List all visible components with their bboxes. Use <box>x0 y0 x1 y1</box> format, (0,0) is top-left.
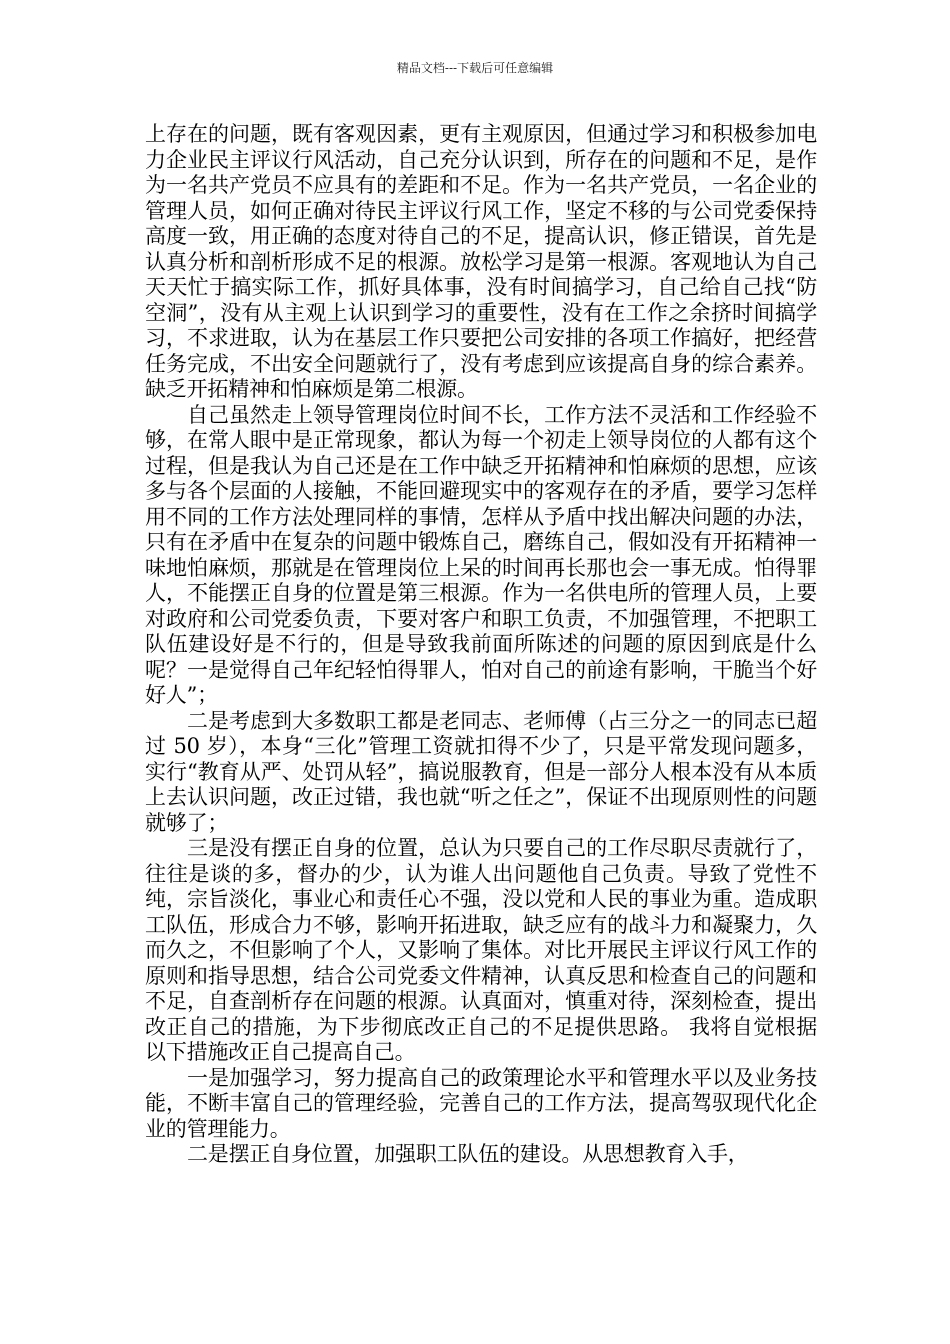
document-body <box>145 122 817 1168</box>
paragraph: 自己虽然走上领导管理岗位时间不长，工作方法不灵活和工作经验不够，在常人眼中是正常现象，都认为每一个初走上领导岗位的人都有这个过程，但是我认为自己还是在工作中缺乏开拓精神和怕麻烦的思想，应该多与各个层面的人接触，不能回避现实中的客观存在的矛盾，要学习怎样用不同的工作方法处理同样的事情，怎样从予盾中找出解决问题的办法，只有在矛盾中在复杂的问题中锻炼自己，磨练自己，假如没有开拓精神一味地怕麻烦，那就是在管理岗位上呆的时间再长那也会一事无成。怕得罪人，不能摆正自身的位置是第三根源。作为一名供电所的管理人员，上要对政府和公司党委负责，下要对客户和职工负责，不加强管理，不把职工队伍建设好是不行的，但是导致我前面所陈述的问题的原因到底是什么呢？一是觉得自己年纪轻怕得罪人，怕对自己的前途有影响，干脆当个好好人”； <box>145 402 817 707</box>
paragraph: 三是没有摆正自身的位置，总认为只要自己的工作尽职尽责就行了，往往是谈的多，督办的少，认为谁人出问题他自己负责。导致了党性不纯，宗旨淡化，事业心和责任心不强，没以党和人民的事业为重。造成职工队伍，形成合力不够，影响开拓进取，缺乏应有的战斗力和凝聚力，久而久之，不但影响了个人，又影响了集体。对比开展民主评议行风工作的原则和指导思想，结合公司党委文件精神，认真反思和检查自己的问题和不足，自查剖析存在问题的根源。认真面对，慎重对待，深刻检查，提出改正自己的措施，为下步彻底改正自己的不足提供思路。 我将自觉根据以下措施改正自己提高自己。 <box>145 836 817 1064</box>
paragraph: 二是摆正自身位置，加强职工队伍的建设。从思想教育入手， <box>187 1142 749 1166</box>
page-header: 精品文档---下载后可任意编辑 <box>396 61 554 75</box>
paragraph: 一是加强学习，努力提高自己的政策理论水平和管理水平以及业务技能，不断丰富自己的管理经验，完善自己的工作方法，提高驾驭现代化企业的管理能力。 <box>145 1065 817 1141</box>
paragraph: 二是考虑到大多数职工都是老同志、老师傅（占三分之一的同志已超过 50 岁），本身“三化”管理工资就扣得不少了，只是平常发现问题多，实行“教育从严、处罚从轻”，搞说服教育，但是一部分人根本没有从本质上去认识问题，改正过错，我也就“听之任之”，保证不出现原则性的问题就够了； <box>145 708 817 835</box>
paragraph: 上存在的问题，既有客观因素，更有主观原因，但通过学习和积极参加电力企业民主评议行风活动，自己充分认识到，所存在的问题和不足，是作为一名共产党员不应具有的差距和不足。作为一名共产党员，一名企业的管理人员，如何正确对待民主评议行风工作，坚定不移的与公司党委保持高度一致，用正确的态度对待自己的不足，提高认识，修正错误，首先是认真分析和剖析形成不足的根源。放松学习是第一根源。客观地认为自己天天忙于搞实际工作，抓好具体事，没有时间搞学习，自己给自己找“防空洞”，没有从主观上认识到学习的重要性，没有在工作之余挤时间搞学习，不求进取，认为在基层工作只要把公司安排的各项工作搞好，把经营任务完成，不出安全问题就行了，没有考虑到应该提高自身的综合素养。缺乏开拓精神和怕麻烦是第二根源。 <box>145 122 817 401</box>
